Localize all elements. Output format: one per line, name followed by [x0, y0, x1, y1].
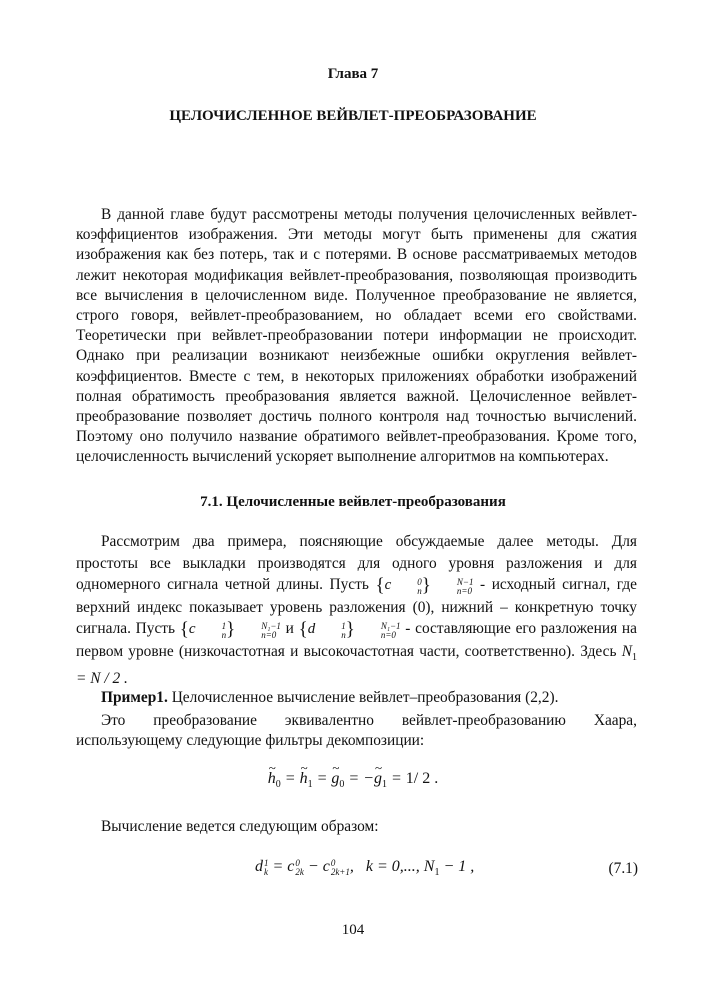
formula-set-c0: {c 0 n } N−1 n=0 [375, 575, 474, 596]
formula-7-1-range: k = 0,..., N [365, 858, 435, 875]
formula-filters-value: 1/ 2 . [405, 770, 439, 787]
section-title: 7.1. Целочисленные вейвлет-преобразования [200, 494, 506, 510]
formula-n1: $N_1 = N / 2$ . [76, 642, 637, 688]
formula-filters: ~ $h_0$ = ~ $h_1$ = ~ $g_0$ = −~ $g_1 = 1/$ 2 . [0, 770, 706, 790]
example-label: Пример1. [101, 689, 168, 706]
p2-text-1: Рассмотрим два примера, поясняющие обсуждаемые далее методы. Для простоты все выкладки производятся для одного уровня разложения и для одномерного сигнала четной длины. Пусть [76, 533, 637, 593]
p2-and: и [285, 620, 294, 637]
equation-number: (7.1) [608, 860, 638, 877]
formula-set-c1: {c 1 n } N₁−1 n=0 [179, 619, 281, 640]
intro-paragraph: В данной главе будут рассмотрены методы получения целочисленных вейвлет-коэффициентов изображения. Эти методы могут быть применены для сжатия изображения как без потерь, так и с потерями. В основе рассматриваемых методов лежит некоторая модификация вейвлет-преобразования, позволяющая производить все вычисления в целочисленном виде. Полученное преобразование не является, строго говоря, вейвлет-преобразованием, но обладает всеми его свойствами. Теоретически при вейвлет-преобразовании потери информации не происходит. Однако при реализации возникают неизбежные ошибки округления вейвлет-коэффициентов. Вместе с тем, в некоторых приложениях обработки изображений полная обратимость преобразования является важной. Целочисленное вейвлет-преобразование позволяет достичь полного контроля над точностью вычислений. Поэтому оно получило название обратимого вейвлет-преобразования. Кроме того, целочисленность вычислений ускоряет выполнение алгоритмов на компьютерах. [76, 206, 637, 466]
paragraph-computation: Вычисление ведется следующим образом: [101, 818, 379, 835]
example-line [76, 689, 637, 707]
paragraph-haar: Это преобразование эквивалентно вейвлет-преобразованию Хаара, использующему следующие фильтры декомпозиции: [76, 712, 637, 749]
p2-text-3: - составляющие его разложения на первом уровне (низкочастотная и высокочастотная части, соответственно). [76, 620, 637, 660]
p2-here: Здесь [580, 642, 617, 660]
chapter-title: ЦЕЛОЧИСЛЕННОЕ ВЕЙВЛЕТ-ПРЕОБРАЗОВАНИЕ [169, 108, 537, 124]
p2-text-2: - исходный сигнал, где верхний индекс показывает уровень разложения (0), нижний – конкретную точку сигнала. Пусть [76, 576, 637, 637]
formula-set-d1: {d 1 n } N₁−1 n=0 [298, 619, 401, 640]
chapter-label: Глава 7 [327, 66, 379, 82]
paragraph-signal-definition [76, 531, 637, 690]
formula-7-1: d 1 k = c 0 2k − c 0 2k+1 , k = 0,..., $N_1 - 1$ , [255, 858, 475, 879]
page-number: 104 [341, 922, 365, 938]
example-text: Целочисленное вычисление вейвлет–преобразования (2,2). [171, 689, 559, 706]
